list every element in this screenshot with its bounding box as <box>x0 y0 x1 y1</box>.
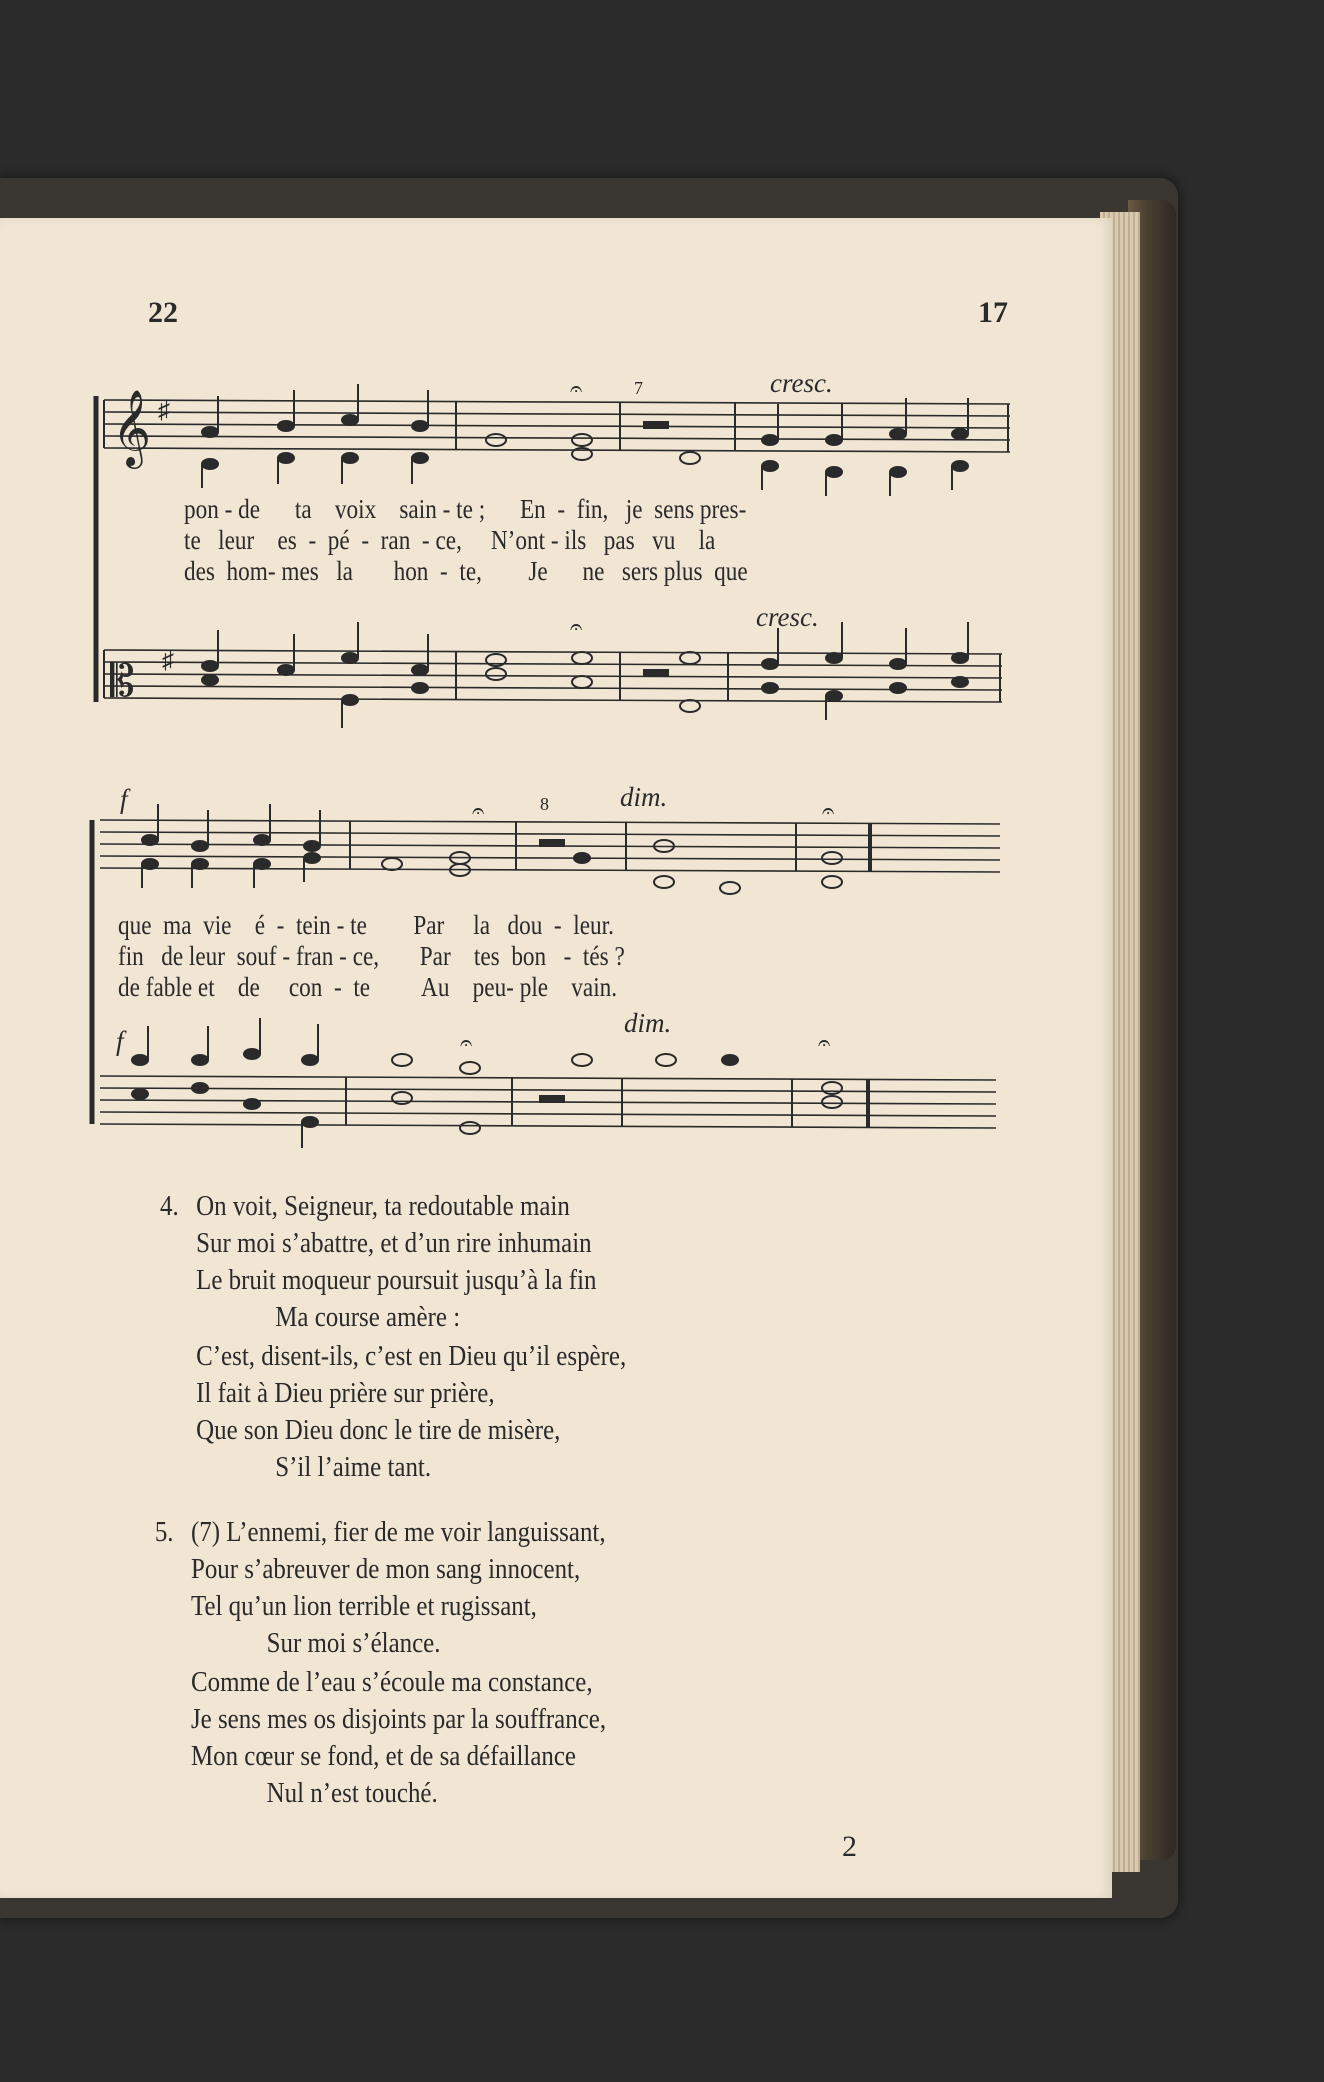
cresc-marking-upper: cresc. <box>770 368 833 398</box>
lyric-line: que ma vie é - tein - te Par la dou - leur. <box>118 910 614 940</box>
svg-text:𝄞: 𝄞 <box>112 389 152 466</box>
verse-line: Pour s’abreuver de mon sang innocent, <box>190 1553 581 1585</box>
stanza-number: 4. <box>160 1190 179 1222</box>
svg-text:♯: ♯ <box>162 648 174 674</box>
measure-number: 8 <box>540 794 549 814</box>
measure-number: 7 <box>634 378 643 398</box>
lyric-line: des hom- mes la hon - te, Je ne sers plus que <box>184 556 748 586</box>
dim-marking-lower: dim. <box>624 1008 672 1038</box>
music-score <box>0 218 1112 1178</box>
forte-marking-upper: f <box>120 784 128 814</box>
lyric-line: pon - de ta voix sain - te ; En - fin, je sens pres- <box>184 494 747 524</box>
footer-page-number: 2 <box>842 1830 857 1863</box>
dim-marking-upper: dim. <box>620 782 668 812</box>
svg-text:𝄐: 𝄐 <box>460 1030 473 1055</box>
verse-line: On voit, Seigneur, ta redoutable main <box>196 1190 570 1222</box>
verse-line: Que son Dieu donc le tire de misère, <box>196 1414 561 1446</box>
svg-text:𝄐: 𝄐 <box>570 614 583 639</box>
verse-line: Comme de l’eau s’écoule ma constance, <box>190 1666 593 1698</box>
forte-marking-lower: f <box>116 1026 124 1056</box>
svg-text:𝄐: 𝄐 <box>472 798 485 823</box>
verse-line: Sur moi s’élance. <box>266 1627 441 1659</box>
book-page <box>0 218 1112 1898</box>
svg-text:𝄐: 𝄐 <box>570 376 583 401</box>
lyric-line: te leur es - pé - ran - ce, N’ont - ils pas vu la <box>184 525 716 555</box>
verse-line: Nul n’est touché. <box>266 1777 438 1809</box>
verse-line: Sur moi s’abattre, et d’un rire inhumain <box>196 1227 592 1259</box>
verse-line: S’il l’aime tant. <box>275 1451 432 1483</box>
svg-text:𝄐: 𝄐 <box>818 1030 831 1055</box>
verse-line: C’est, disent-ils, c’est en Dieu qu’il espère, <box>196 1340 627 1372</box>
svg-text:𝄐: 𝄐 <box>822 798 835 823</box>
verse-line: Il fait à Dieu prière sur prière, <box>196 1377 495 1409</box>
lyric-line: de fable et de con - te Au peu- ple vain. <box>118 972 618 1002</box>
left-page-number: 22 <box>148 296 178 329</box>
staff-lower-1 <box>104 650 1002 702</box>
right-page-number: 17 <box>978 296 1008 329</box>
svg-text:𝄡: 𝄡 <box>110 656 135 707</box>
lyric-line: fin de leur souf - fran - ce, Par tes bon - tés ? <box>118 941 625 971</box>
svg-text:♯: ♯ <box>158 398 170 424</box>
stanza-number: 5. <box>154 1516 174 1548</box>
verse-line: Tel qu’un lion terrible et rugissant, <box>190 1590 537 1622</box>
verse-line: Ma course amère : <box>275 1301 461 1333</box>
staff-upper-1 <box>104 400 1010 452</box>
verse-line: Le bruit moqueur poursuit jusqu’à la fin <box>196 1264 597 1296</box>
cresc-marking-lower: cresc. <box>756 602 819 632</box>
verse-line: Je sens mes os disjoints par la souffrance, <box>190 1703 607 1735</box>
verse-line: Mon cœur se fond, et de sa défaillance <box>190 1740 576 1772</box>
verse-line: (7) L’ennemi, fier de me voir languissant, <box>190 1516 606 1548</box>
